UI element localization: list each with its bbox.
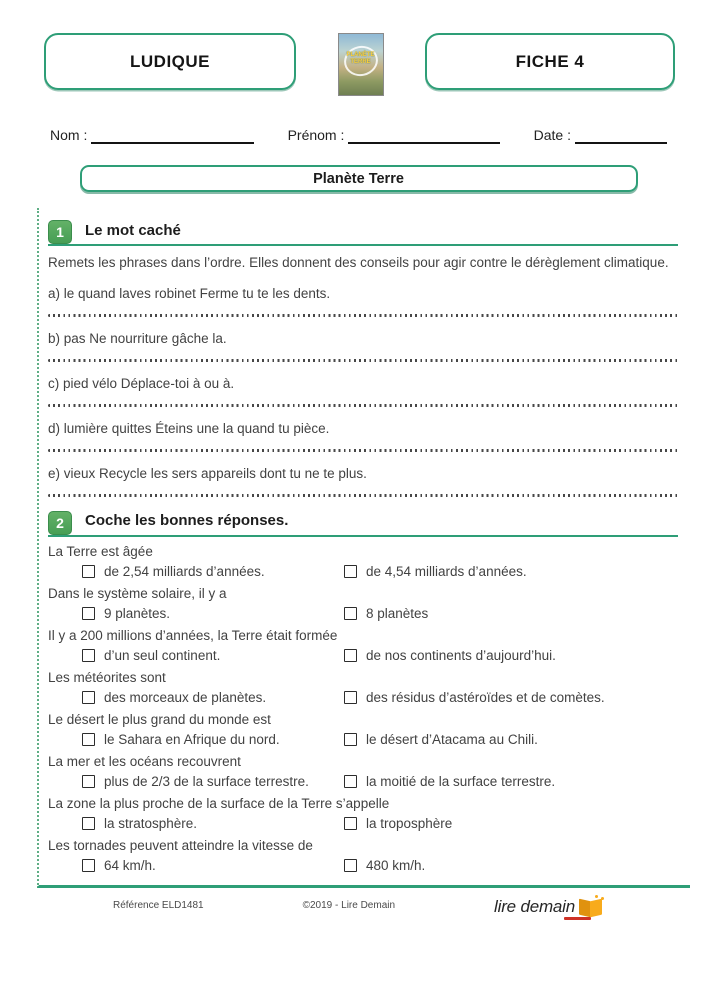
option-a (82, 648, 344, 663)
answer-line[interactable] (48, 404, 678, 407)
name-label: Nom : (50, 127, 88, 143)
section-1-instructions: Remets les phrases dans l’ordre. Elles donnent des conseils pour agir contre le dérèglement climatique. (48, 255, 669, 270)
question-block-8 (48, 838, 678, 873)
question-prompt: La mer et les océans recouvrent (48, 753, 241, 769)
section-2-number-badge: 2 (48, 511, 72, 535)
section-1-header (48, 220, 678, 246)
worksheet-body (37, 208, 690, 888)
scramble-sentence: b) pas Ne nourriture gâche la. (48, 330, 227, 346)
option-b (344, 606, 428, 621)
logo-text: lire demain (494, 896, 575, 916)
checkbox[interactable] (344, 565, 357, 578)
checkbox[interactable] (344, 733, 357, 746)
header (0, 0, 717, 96)
option-a (82, 774, 344, 789)
option-b (344, 858, 425, 873)
options-row (48, 648, 678, 663)
options-row (48, 774, 678, 789)
checkbox[interactable] (344, 607, 357, 620)
question-prompt: Il y a 200 millions d’années, la Terre était formée (48, 627, 338, 643)
checkbox[interactable] (82, 817, 95, 830)
open-book-icon (578, 895, 605, 917)
option-label: 64 km/h. (104, 857, 156, 873)
worksheet-title-box (80, 165, 638, 192)
option-label: plus de 2/3 de la surface terrestre. (104, 773, 309, 789)
book-cover-image (338, 33, 384, 96)
answer-line[interactable] (48, 449, 678, 452)
options-row (48, 690, 678, 705)
option-a (82, 606, 344, 621)
scramble-item-a (48, 286, 678, 317)
options-row (48, 816, 678, 831)
scramble-item-d (48, 421, 678, 452)
scramble-sentence: a) le quand laves robinet Ferme tu te les dents. (48, 285, 331, 301)
scramble-item-c (48, 376, 678, 407)
checkbox[interactable] (344, 691, 357, 704)
question-block-5 (48, 712, 678, 747)
option-label: 9 planètes. (104, 605, 171, 621)
option-label: 480 km/h. (366, 857, 426, 873)
footer (0, 895, 717, 917)
worksheet-title: Planète Terre (313, 170, 404, 187)
checkbox[interactable] (344, 817, 357, 830)
reference-text: Référence ELD1481 (113, 900, 204, 912)
checkbox[interactable] (344, 859, 357, 872)
fiche-box (425, 33, 675, 90)
section-2-title: Coche les bonnes réponses. (85, 512, 289, 530)
logo-tagline (564, 917, 591, 920)
option-label: 8 planètes (366, 605, 429, 621)
firstname-field[interactable] (348, 129, 500, 144)
date-label: Date : (533, 127, 571, 143)
scramble-item-e (48, 466, 678, 497)
question-block-7 (48, 796, 678, 831)
question-block-6 (48, 754, 678, 789)
name-group (50, 127, 254, 144)
lire-demain-logo (494, 895, 605, 917)
fiche-label: FICHE 4 (515, 51, 585, 71)
scramble-sentence: e) vieux Recycle les sers appareils dont tu ne te plus. (48, 465, 367, 481)
checkbox[interactable] (344, 649, 357, 662)
answer-line[interactable] (48, 314, 678, 317)
option-b (344, 564, 527, 579)
option-label: le Sahara en Afrique du nord. (104, 731, 280, 747)
option-label: la troposphère (366, 815, 453, 831)
option-b (344, 774, 555, 789)
date-field[interactable] (575, 129, 667, 144)
section-multiple-choice (48, 511, 678, 873)
option-b (344, 816, 452, 831)
checkbox[interactable] (82, 565, 95, 578)
identity-row (0, 127, 717, 144)
options-row (48, 564, 678, 579)
question-block-2 (48, 586, 678, 621)
option-a (82, 690, 344, 705)
option-label: des morceaux de planètes. (104, 689, 267, 705)
checkbox[interactable] (82, 607, 95, 620)
firstname-group (288, 127, 501, 144)
firstname-label: Prénom : (287, 127, 345, 143)
options-row (48, 858, 678, 873)
checkbox[interactable] (82, 859, 95, 872)
options-row (48, 732, 678, 747)
section-1-title: Le mot caché (85, 221, 181, 239)
checkbox[interactable] (344, 775, 357, 788)
option-b (344, 690, 605, 705)
question-prompt: Les météorites sont (48, 669, 166, 685)
option-a (82, 732, 344, 747)
name-field[interactable] (91, 129, 254, 144)
option-label: de nos continents d’aujourd’hui. (366, 647, 556, 663)
checkbox[interactable] (82, 649, 95, 662)
question-prompt: Dans le système solaire, il y a (48, 585, 227, 601)
section-1-number-badge: 1 (48, 220, 72, 244)
option-b (344, 648, 556, 663)
scramble-sentence: c) pied vélo Déplace-toi à ou à. (48, 375, 235, 391)
checkbox[interactable] (82, 775, 95, 788)
option-label: des résidus d’astéroïdes et de comètes. (366, 689, 605, 705)
option-label: de 4,54 milliards d’années. (366, 563, 527, 579)
option-label: d’un seul continent. (104, 647, 221, 663)
option-label: la stratosphère. (104, 815, 198, 831)
question-block-3 (48, 628, 678, 663)
copyright-text: ©2019 - Lire Demain (302, 900, 396, 912)
ludique-label: LUDIQUE (130, 51, 210, 71)
question-prompt: Les tornades peuvent atteindre la vitesse de (48, 837, 313, 853)
checkbox[interactable] (82, 691, 95, 704)
scramble-sentence: d) lumière quittes Éteins une la quand tu pièce. (48, 420, 330, 436)
scramble-item-b (48, 331, 678, 362)
question-block-1 (48, 544, 678, 579)
answer-line[interactable] (48, 494, 678, 497)
question-prompt: Le désert le plus grand du monde est (48, 711, 271, 727)
date-group (534, 127, 667, 144)
option-b (344, 732, 538, 747)
question-prompt: La Terre est âgée (48, 543, 153, 559)
option-a (82, 816, 344, 831)
answer-line[interactable] (48, 359, 678, 362)
options-row (48, 606, 678, 621)
option-label: le désert d’Atacama au Chili. (366, 731, 538, 747)
cover-title: PLANÈTE TERRE (346, 52, 375, 65)
checkbox[interactable] (82, 733, 95, 746)
option-label: la moitié de la surface terrestre. (366, 773, 556, 789)
question-prompt: La zone la plus proche de la surface de la Terre s’appelle (48, 795, 390, 811)
section-2-header (48, 511, 678, 537)
section-word-scramble (48, 220, 678, 497)
option-label: de 2,54 milliards d’années. (104, 563, 265, 579)
option-a (82, 858, 344, 873)
question-block-4 (48, 670, 678, 705)
option-a (82, 564, 344, 579)
ludique-box (44, 33, 296, 90)
